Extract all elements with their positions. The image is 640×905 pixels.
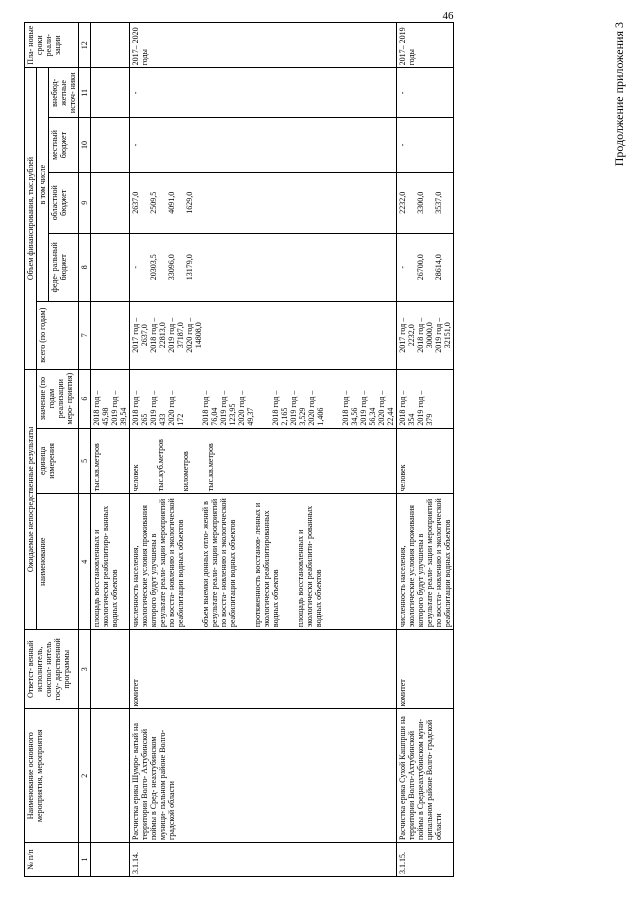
result-name: площадь восстановленных и экологически реабилити- рованных водных объектов [296,505,323,628]
result-value-line: 2019 год – [110,390,119,426]
result-names [130,494,397,630]
result-values [91,369,130,428]
finance-total-line: 30000,0 [425,322,434,349]
table-header [25,23,91,877]
result-value-line: 2019 год – [149,390,158,426]
finance-federal-line: 13179,0 [185,254,194,281]
executor [91,630,130,709]
col-number: 12 [79,23,91,68]
col-number: 1 [79,843,91,877]
terms [91,23,130,68]
finance-total-line: 2017 год – [398,317,407,353]
program-table [24,22,454,877]
finance-total-line: 2018 год – [149,317,158,353]
finance-extrabudget [91,68,130,118]
result-unit: тыс.кв.метров [206,443,215,492]
result-names [91,494,130,630]
column-numbers-row [79,23,91,877]
finance-federal-line [425,236,434,299]
finance-regional-line: 1629,0 [185,191,194,214]
result-unit: человек [131,464,140,492]
result-values [397,369,454,428]
result-value-line: 2019 год – [359,390,368,426]
col-number: 11 [79,68,91,118]
result-value-line: 2020 год – [377,390,386,426]
header-result-unit: единица измерения [37,428,79,494]
table-row [130,23,397,877]
result-value-line: 2018 год – [271,390,280,426]
finance-total-line: 2020 год – [185,317,194,353]
col-number: 10 [79,118,91,172]
result-units [91,428,130,494]
finance-federal-line [176,236,185,299]
finance-regional-line: 3537,0 [434,191,443,214]
header-local: местный бюджет [49,118,79,172]
col-number: 5 [79,428,91,494]
result-value-line: 2018 год – [341,390,350,426]
appendix-heading: Продолжение приложения 3 [612,22,626,167]
finance-total-line: 37187,0 [176,322,185,349]
row-number: 3.1.14. [130,843,397,877]
col-number: 3 [79,630,91,709]
result-value-line: 34,56 [350,407,359,426]
result-value-line: 49,37 [246,407,255,426]
header-num: № п/п [25,843,79,877]
col-number: 2 [79,709,91,843]
measure-name [91,709,130,843]
finance-federal-line: 26700,0 [416,254,425,281]
page-number: 46 [442,10,454,22]
result-name: объем выемки донных отло- жений в результате реали- зации мероприятий по восста- новлению и экологической реабилитации водных объектов [201,498,237,628]
header-measure-name: Наименование основного мероприятия, мероприятия [25,709,79,843]
header-result-value: значение (по годам реализации меро- приятия) [37,369,79,428]
finance-total-line: 2017 год – [131,317,140,353]
result-value-line: 2020 год – [237,390,246,426]
result-value-line: 2019 год – [289,390,298,426]
finance-regional-line: 2637,0 [131,191,140,214]
executor: комитет [397,630,454,709]
finance-total-line: 2232,0 [407,324,416,347]
result-value-line: 76,04 [210,407,219,426]
finance-local: - [130,118,397,172]
finance-federal-line: - [131,265,140,269]
finance-regional-line [158,175,167,231]
header-results-group: Ожидаемые непосредственные результаты [25,369,37,629]
col-number: 9 [79,172,91,233]
finance-federal-line: 33096,0 [167,254,176,281]
finance-local: - [397,118,454,172]
col-number: 6 [79,369,91,428]
result-name: численность населения, экологические условия проживания которого будут улучшены в результате реали- зации мероприятий по восста- новлению и экологической реабилитации водных объектов [131,498,185,628]
result-value-line: 123,95 [228,403,237,426]
finance-federal-line: 28614,0 [434,254,443,281]
header-regional: областной бюджет [49,172,79,233]
header-federal: феде- ральный бюджет [49,233,79,301]
finance-federal-line: 20303,5 [149,254,158,281]
finance-total-line: 2018 год – [416,317,425,353]
finance-federal-line [407,236,416,299]
finance-total [130,301,397,369]
finance-total-line: 2019 год – [167,317,176,353]
finance-federal-line [158,236,167,299]
terms: 2017– 2019 годы [397,23,454,68]
finance-regional-line: 2509,5 [149,191,158,214]
result-value-line: 39,54 [119,407,128,426]
measure-name: Расчистка ерика Шумро- ватый на территории Волго- Ахтубинской поймы в Сред- неахтубинском муници- пальном районе Волго- градской области [130,709,397,843]
table-row [91,23,130,877]
table-body [91,23,454,877]
result-value-line: 2018 год – [92,390,101,426]
col-number: 4 [79,494,91,630]
finance-regional [91,172,130,233]
header-extrabudget: внебюд- жетные источ- ники [49,68,79,118]
header-result-name: наименование [37,494,79,630]
finance-total [91,301,130,369]
result-value-line: 2,165 [280,407,289,426]
result-unit: тыс.куб.метров [156,439,165,492]
finance-federal-line: - [398,265,407,269]
row-number [91,843,130,877]
header-finance-group: Объем финансирования, тыс.рублей [25,68,37,369]
finance-regional-line: 2232,0 [398,191,407,214]
result-name: площадь восстановленных и экологически реабилитиро- ванных водных объектов [92,505,119,628]
result-name: протяженность восстанов- ленных и экологически реабилитированных водных объектов [253,502,280,628]
finance-total [397,301,454,369]
result-value-line: 2019 год – [219,390,228,426]
finance-local [91,118,130,172]
result-value-line: 433 [158,413,167,426]
finance-regional-line [425,175,434,231]
header-finance-total: всего (по годам) [37,301,79,369]
result-units [130,428,397,494]
result-unit: человек [398,464,407,492]
finance-regional-line: 4091,0 [167,191,176,214]
header-terms: Пла- новые сроки реали- зации [25,23,79,68]
finance-total-line: 22813,0 [158,322,167,349]
result-value-line: 22,44 [386,407,395,426]
result-unit: километров [181,451,190,492]
terms: 2017– 2020 годы [130,23,397,68]
finance-regional-line [176,175,185,231]
result-value-line: 172 [176,413,185,426]
finance-total-line: 32151,0 [443,322,452,349]
finance-regional [397,172,454,233]
result-value-line: 3,529 [298,407,307,426]
col-number: 7 [79,301,91,369]
finance-regional-line [140,175,149,231]
result-unit: тыс.кв.метров [92,443,101,492]
result-value-line: 1,406 [316,407,325,426]
result-value-line: 265 [140,413,149,426]
result-value-line: 354 [407,413,416,426]
result-name: численность населения, экологические условия проживания которого будут улучшены в результате реали- зации мероприятий по восста- новлению и экологической реабилитации водных объектов [398,498,452,628]
finance-total-line: 2637,0 [140,324,149,347]
finance-regional-line [407,175,416,231]
finance-total-line: 14808,0 [194,322,203,349]
finance-federal [91,233,130,301]
finance-total-line: 2019 год – [434,317,443,353]
result-value-line: 56,34 [368,407,377,426]
finance-extrabudget: - [130,68,397,118]
result-units [397,428,454,494]
result-names [397,494,454,630]
finance-regional [130,172,397,233]
finance-regional-line: 3300,0 [416,191,425,214]
result-value-line: 2018 год – [398,390,407,426]
result-value-line: 2020 год – [307,390,316,426]
result-values [130,369,397,428]
result-value-line: 2019 год – [416,390,425,426]
finance-extrabudget: - [397,68,454,118]
finance-federal [397,233,454,301]
header-finance-including: в том числе [37,68,49,301]
col-number: 8 [79,233,91,301]
result-value-line: 2018 год – [201,390,210,426]
table-row [397,23,454,877]
header-executor: Ответст- венный исполнитель, соиспол- нитель госу- дарственной программы [25,630,79,709]
result-value-line: 2020 год – [167,390,176,426]
result-value-line: 379 [425,413,434,426]
executor: комитет [130,630,397,709]
result-value-line: 2018 год – [131,390,140,426]
row-number: 3.1.15. [397,843,454,877]
result-value-line: 45,98 [101,407,110,426]
finance-federal [130,233,397,301]
finance-federal-line [140,236,149,299]
measure-name: Расчистка ерика Сухой Кашпрши на территории Волго-Ахтубинской поймы в Среднеахтубинском муни- ципальном районе Волго- градской области [397,709,454,843]
